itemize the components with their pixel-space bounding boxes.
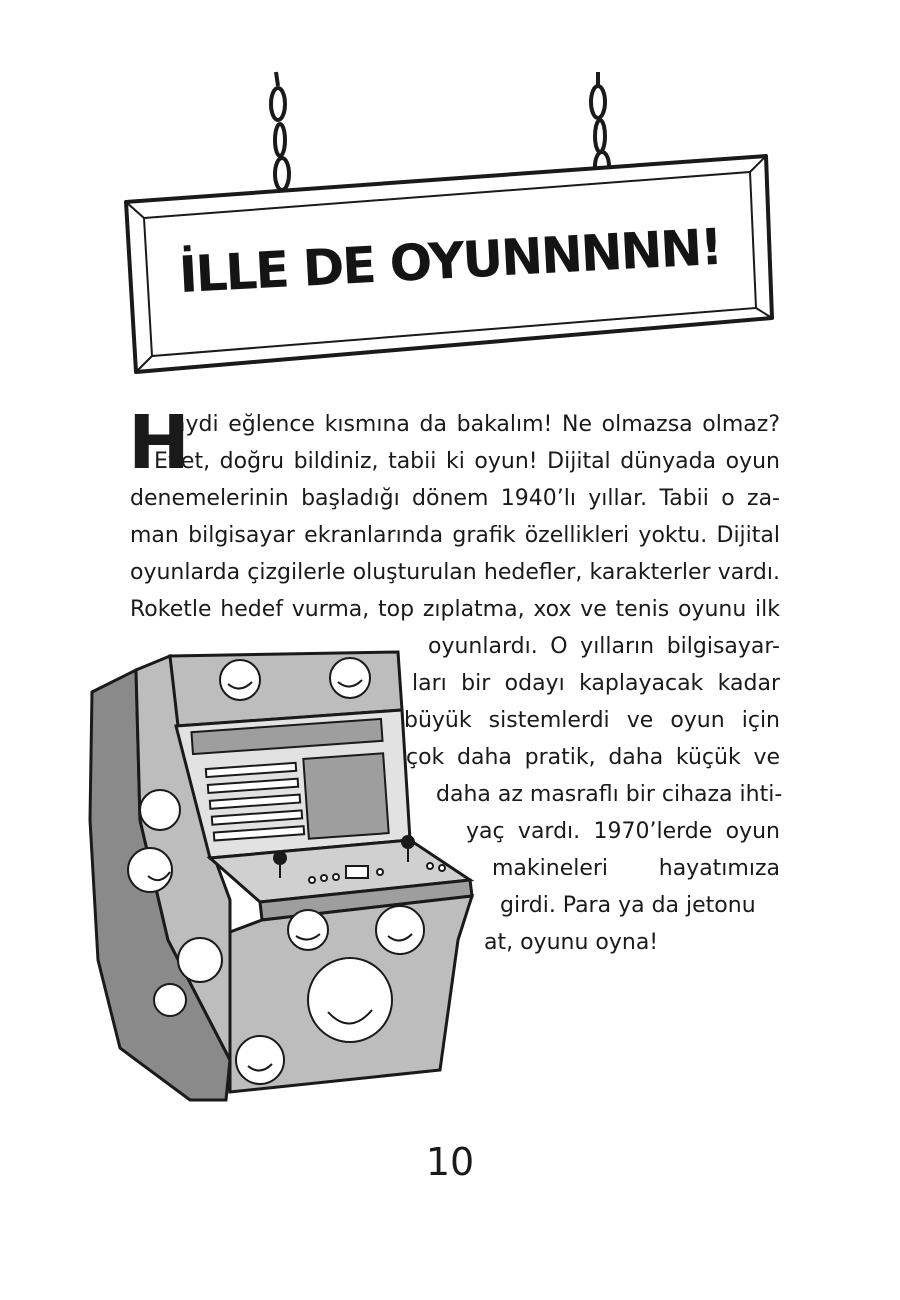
text-line: at, oyunu oyna! — [484, 930, 659, 955]
drop-cap: H — [128, 400, 190, 486]
text-line: aydi eğlence kısmına da bakalım! Ne olmazsa olmaz? — [172, 412, 780, 437]
text-line: ları bir odayı kaplayacak kadar — [412, 671, 780, 696]
text-line: oyunlardı. O yılların bilgisayar- — [428, 634, 780, 659]
text-line: girdi. Para ya da jetonu — [500, 893, 756, 918]
text-line: daha az masraflı bir cihaza ihti- — [436, 782, 783, 807]
text-line: Roketle hedef vurma, top zıplatma, xox ve tenis oyunu ilk — [130, 597, 780, 622]
text-line: oyunlarda çizgilerle oluşturulan hedefler, karakterler vardı. — [130, 560, 780, 585]
text-line: çok daha pratik, daha küçük ve — [406, 745, 780, 770]
text-line: man bilgisayar ekranlarında grafik özellikleri yoktu. Dijital — [130, 523, 780, 548]
text-line: yaç vardı. 1970’lerde oyun — [466, 819, 780, 844]
page-number: 10 — [425, 1140, 475, 1184]
paragraph-top — [128, 400, 780, 628]
sign-title: İLLE DE OYUNNNNN! — [177, 217, 723, 305]
text-line: büyük sistemlerdi ve oyun için — [404, 708, 780, 733]
text-line: denemelerinin başladığı dönem 1940’lı yıllar. Tabii o za- — [130, 486, 780, 511]
arcade-cabinet-icon — [80, 640, 500, 1110]
text-line: Evet, doğru bildiniz, tabii ki oyun! Dijital dünyada oyun — [154, 449, 780, 474]
text-line: makineleri hayatımıza — [492, 856, 780, 881]
